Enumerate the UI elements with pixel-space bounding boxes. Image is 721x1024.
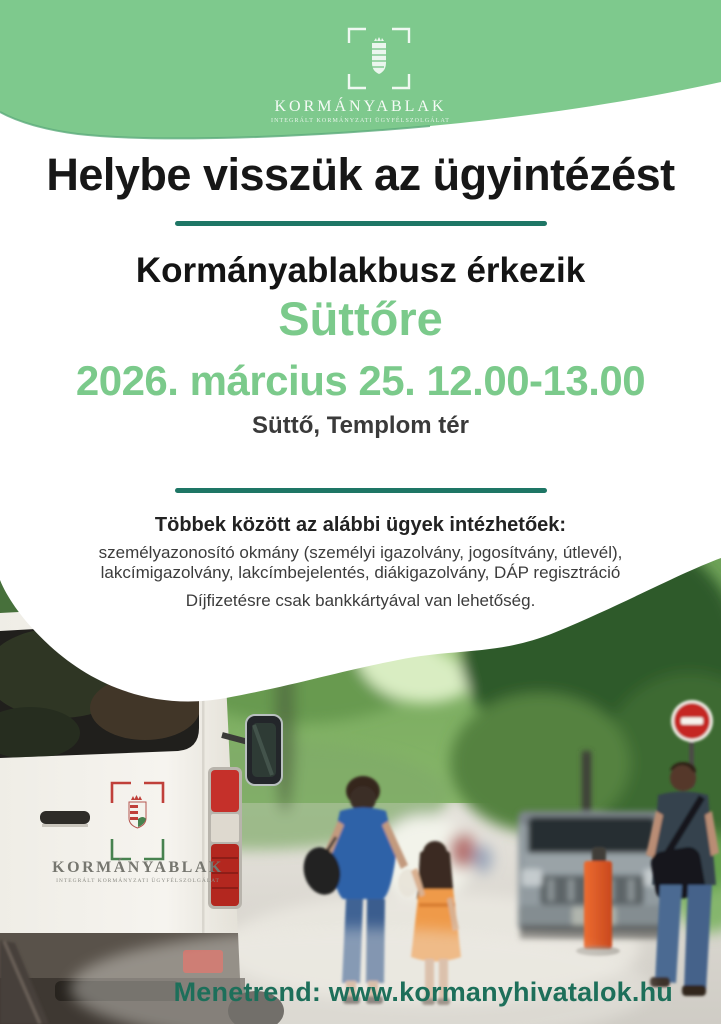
coat-of-arms-frame-icon [0, 26, 721, 92]
event-address: Süttő, Templom tér [252, 412, 469, 439]
logo-subtitle: INTEGRÁLT KORMÁNYZATI ÜGYFÉLSZOLGÁLAT [270, 118, 451, 124]
page-title: Helybe visszük az ügyintézést [46, 149, 675, 200]
van-logo-subtitle: INTEGRÁLT KORMÁNYZATI ÜGYFÉLSZOLGÁLAT [56, 878, 220, 884]
logo-title: KORMÁNYABLAK [274, 98, 447, 115]
van-logo-text [40, 859, 236, 884]
divider-top [175, 221, 547, 226]
tail-light [208, 767, 242, 909]
van-logo-title: KORMÁNYABLAK [52, 859, 224, 876]
payment-note: Díjfizetésre csak bankkártyával van lehetőség. [185, 591, 536, 610]
event-datetime: 2026. március 25. 12.00-13.00 [75, 357, 646, 404]
services-heading: Többek között az alábbi ügyek intézhetőek: [154, 514, 567, 536]
kormanyablak-logo [0, 26, 721, 124]
schedule-url: Menetrend: www.kormanyhivatalok.hu [173, 977, 673, 1007]
event-location: Süttőre [278, 292, 443, 345]
event-heading: Kormányablakbusz érkezik [135, 251, 586, 290]
services-list: személyazonosító okmány (személyi igazolvány, jogosítvány, útlevél), lakcímigazolvány, lakcímbejelentés, diákigazolvány, DÁP regisztráció [98, 543, 623, 583]
street-photo [0, 553, 721, 1024]
divider-services [175, 488, 547, 493]
